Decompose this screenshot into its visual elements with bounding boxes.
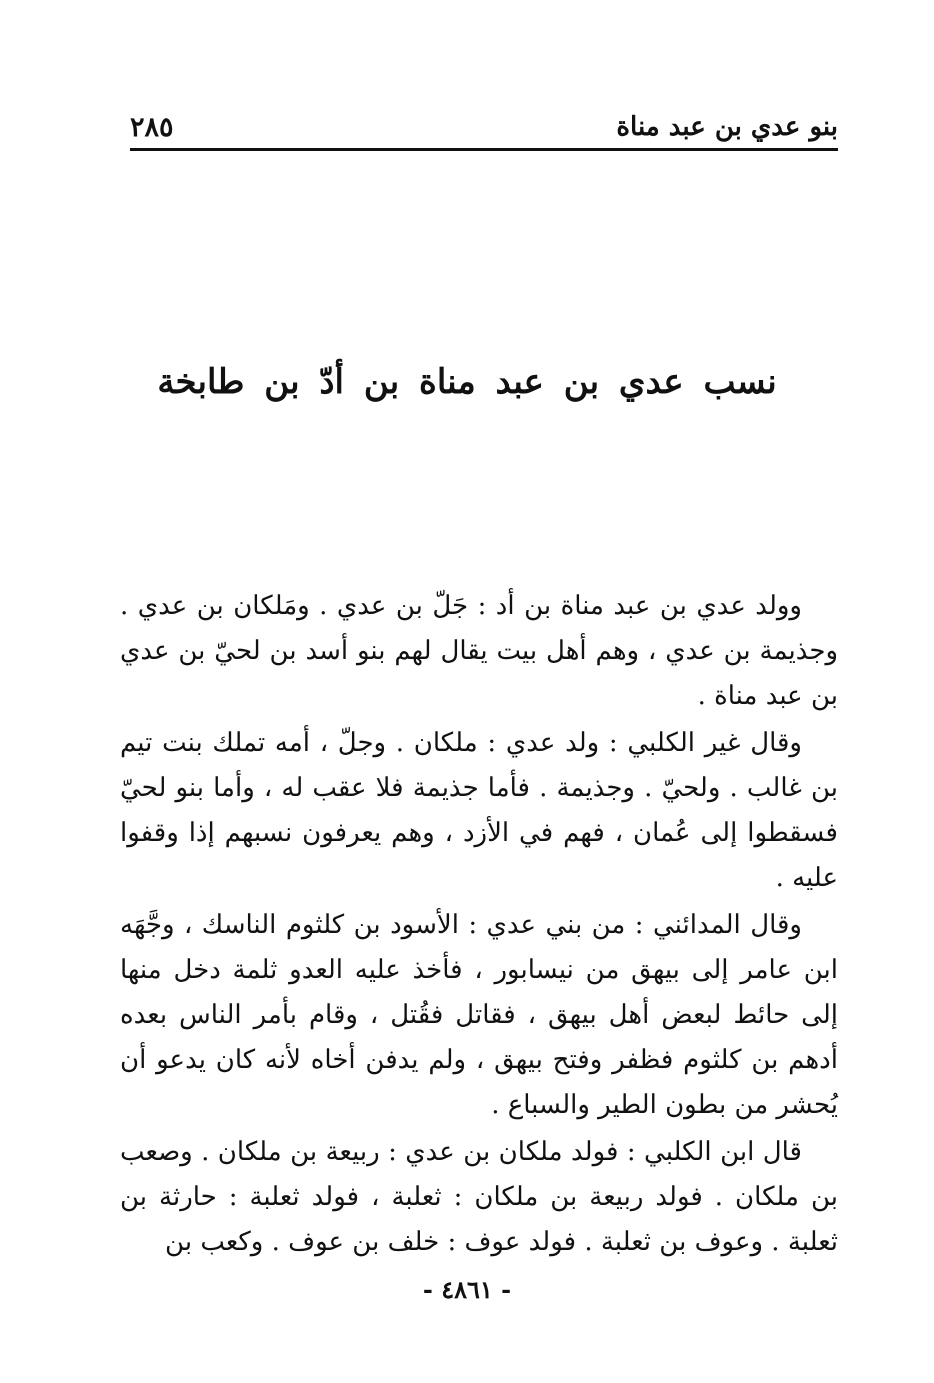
paragraph: قال ابن الكلبي : فولد ملكان بن عدي : ربيعة بن ملكان . وصعب بن ملكان . فولد ربيعة بن ملكان : ثعلبة ، فولد ثعلبة : حارثة بن ثعلبة . وعوف بن ثعلبة . فولد عوف : خلف بن عوف . وكعب بن: [120, 1137, 838, 1257]
paragraph: وولد عدي بن عبد مناة بن أد : جَلّ بن عدي . ومَلكان بن عدي . وجذيمة بن عدي ، وهم أهل بيت يقال لهم بنو أسد بن لحيّ بن عدي بن عبد مناة .: [120, 591, 838, 711]
paragraph: وقال غير الكلبي : ولد عدي : ملكان . وجلّ ، أمه تملك بنت تيم بن غالب . ولحيّ . وجذيمة . فأما جذيمة فلا عقب له ، وأما بنو لحيّ فسقطوا إلى عُمان ، فهم في الأزد ، وهم يعرفون نسبهم إذا وقفوا عليه .: [120, 728, 838, 893]
running-title: بنو عدي بن عبد مناة: [616, 112, 838, 142]
running-header: [130, 104, 838, 151]
page-number: ٢٨٥: [130, 112, 174, 143]
folio-number: - ٤٨٦١ -: [422, 1275, 512, 1304]
body-text: [120, 584, 838, 1267]
chapter-title: نسب عدي بن عبد مناة بن أدّ بن طابخة: [157, 362, 777, 402]
paragraph: وقال المدائني : من بني عدي : الأسود بن كلثوم الناسك ، وجَّهَه ابن عامر إلى بيهق من نيسابور ، فأخذ عليه العدو ثلمة دخل منها إلى حائط لبعض أهل بيهق ، فقاتل فقُتل ، وقام بأمر الناس بعده أدهم بن كلثوم فظفر وفتح بيهق ، ولم يدفن أخاه لأنه كان يدعو أن يُحشر من بطون الطير والسباع .: [120, 910, 838, 1120]
